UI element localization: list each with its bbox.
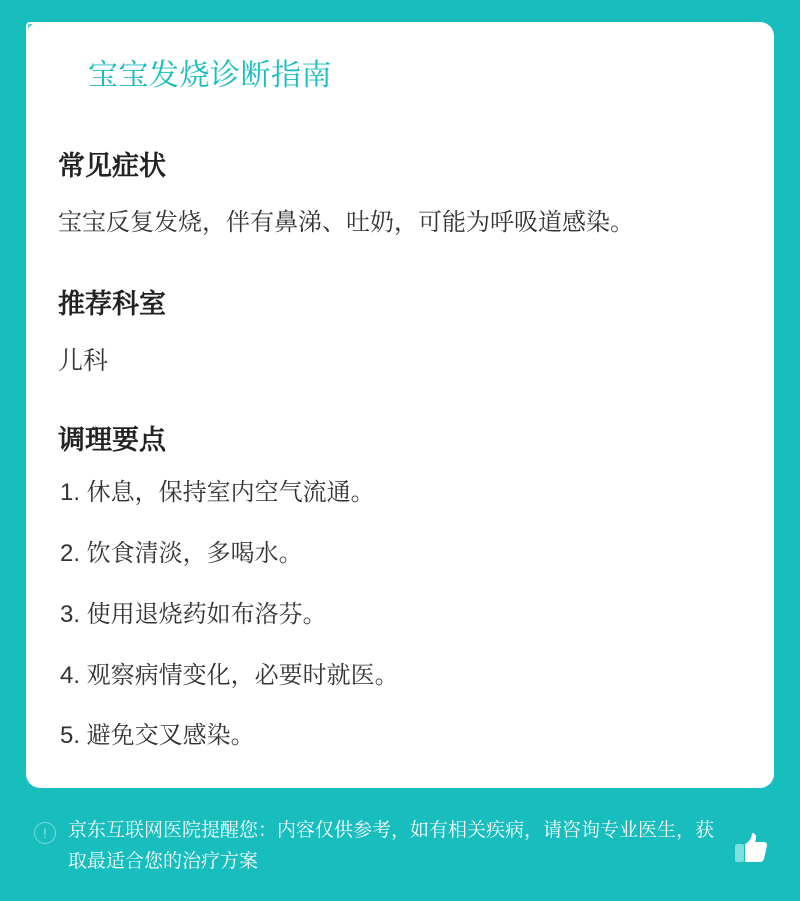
list-item: 2. 饮食清淡，多喝水。	[60, 539, 303, 567]
care-steps-list	[58, 476, 742, 754]
footer	[0, 816, 800, 886]
list-item: 3. 使用退烧药如布洛芬。	[60, 600, 327, 628]
section-heading-care: 调理要点	[58, 425, 166, 456]
section-heading-symptoms: 常见症状	[58, 151, 166, 181]
section-heading-department: 推荐科室	[58, 288, 166, 319]
list-item: 5. 避免交叉感染。	[60, 722, 255, 750]
page-title: 宝宝发烧诊断指南	[88, 59, 332, 92]
thumbs-up-icon[interactable]	[734, 830, 768, 864]
department-value: 儿科	[58, 347, 109, 376]
list-item: 1. 休息，保持室内空气流通。	[60, 479, 375, 507]
info-icon: !	[34, 822, 56, 844]
list-item: 4. 观察病情变化，必要时就医。	[60, 661, 399, 689]
disclaimer-text: 京东互联网医院提醒您：内容仅供参考，如有相关疾病，请咨询专业医生，获取最适合您的治疗方案	[68, 820, 715, 872]
symptoms-text: 宝宝反复发烧，伴有鼻涕、吐奶，可能为呼吸道感染。	[58, 209, 634, 237]
guide-card	[26, 22, 774, 788]
